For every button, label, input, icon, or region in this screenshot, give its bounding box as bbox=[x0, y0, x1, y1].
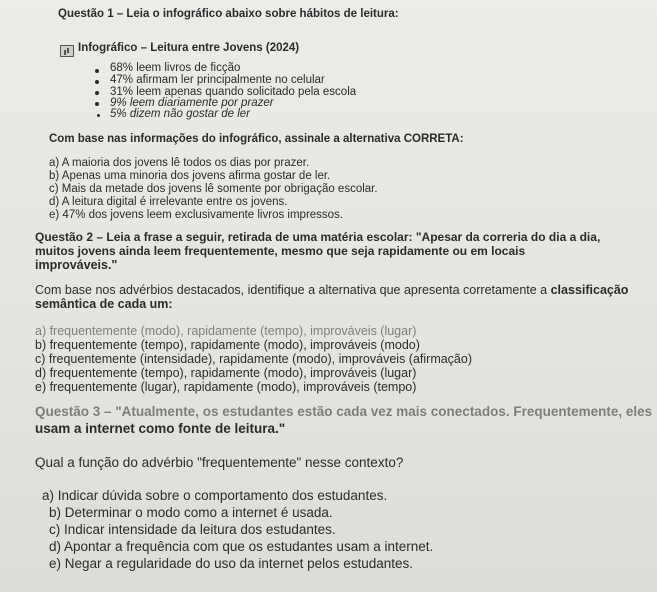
chart-icon bbox=[60, 45, 74, 57]
q3-prompt bbox=[35, 455, 403, 470]
q1-stat: 31% leem apenas quando solicitado pela escola bbox=[110, 86, 357, 98]
q3-title-line1: Questão 3 – "Atualmente, os estudantes estão cada vez mais conectados. Frequentemente, eles bbox=[35, 404, 653, 419]
bullet-icon bbox=[95, 69, 99, 73]
q1-title: Questão 1 – Leia o infográfico abaixo sobre hábitos de leitura: bbox=[58, 8, 399, 20]
q2-prompt-highlight: classificação bbox=[550, 283, 629, 297]
q2-option-d: d) frequentemente (tempo), rapidamente (modo), improváveis (lugar) bbox=[35, 366, 417, 380]
q3-option-e: e) Negar a regularidade do uso da internet pelos estudantes. bbox=[49, 556, 413, 571]
bullet-icon bbox=[95, 102, 99, 106]
q2-option-c: c) frequentemente (intensidade), rapidamente (modo), improváveis (afirmação) bbox=[35, 352, 472, 366]
q1-option-b: b) Apenas uma minoria dos jovens afirma gostar de ler. bbox=[49, 170, 331, 182]
q2-title-line1: Questão 2 – Leia a frase a seguir, retirada de uma matéria escolar: "Apesar da correria do dia a dia, bbox=[35, 230, 601, 244]
q1-stat: 47% afirmam ler principalmente no celular bbox=[110, 74, 325, 86]
q2-option-e: e) frequentemente (lugar), rapidamente (modo), improváveis (tempo) bbox=[35, 380, 417, 394]
q1-stat: 68% leem livros de ficção bbox=[110, 62, 241, 74]
q2-title-line2: muitos jovens ainda leem frequentemente, mesmo que seja rapidamente ou em locais bbox=[35, 244, 526, 258]
q2-prompt-line1 bbox=[35, 283, 628, 297]
q1-stat: 5% dizem não gostar de ler bbox=[110, 108, 250, 120]
q1-option-e: e) 47% dos jovens leem exclusivamente livros impressos. bbox=[49, 209, 344, 221]
q1-option-c: c) Mais da metade dos jovens lê somente por obrigação escolar. bbox=[49, 183, 378, 195]
q2-option-a: a) frequentemente (modo), rapidamente (tempo), improváveis (lugar) bbox=[35, 324, 417, 338]
q3-option-b: b) Determinar o modo como a internet é usada. bbox=[49, 505, 333, 520]
q1-option-a: a) A maioria dos jovens lê todos os dias por prazer. bbox=[49, 157, 310, 169]
q2-prompt-line2: semântica de cada um: bbox=[35, 297, 173, 311]
bullet-icon bbox=[97, 114, 100, 117]
q1-option-d: d) A leitura digital é irrelevante entre os jovens. bbox=[49, 196, 288, 208]
q2-option-b: b) frequentemente (tempo), rapidamente (modo), improváveis (modo) bbox=[35, 338, 420, 352]
q1-stat: 9% leem diariamente por prazer bbox=[110, 97, 274, 109]
bullet-icon bbox=[95, 80, 99, 84]
q2-title-line3: improváveis." bbox=[35, 258, 118, 272]
q3-option-d: d) Apontar a frequência com que os estudantes usam a internet. bbox=[49, 539, 434, 554]
q3-title-line2: usam a internet como fonte de leitura." bbox=[35, 421, 286, 436]
q2-prompt-text: Com base nos advérbios destacados, identifique a alternativa que apresenta corretamente a bbox=[35, 283, 551, 297]
q1-infographic-title: Infográfico – Leitura entre Jovens (2024) bbox=[78, 42, 300, 54]
q3-option-a: a) Indicar dúvida sobre o comportamento dos estudantes. bbox=[42, 488, 388, 503]
q3-prompt-text: Qual a função do advérbio "frequentemente" nesse contexto? bbox=[35, 455, 404, 470]
q3-option-c: c) Indicar intensidade da leitura dos estudantes. bbox=[49, 522, 336, 537]
q1-prompt: Com base nas informações do infográfico, assinale a alternativa CORRETA: bbox=[49, 133, 464, 145]
bullet-icon bbox=[95, 91, 99, 95]
